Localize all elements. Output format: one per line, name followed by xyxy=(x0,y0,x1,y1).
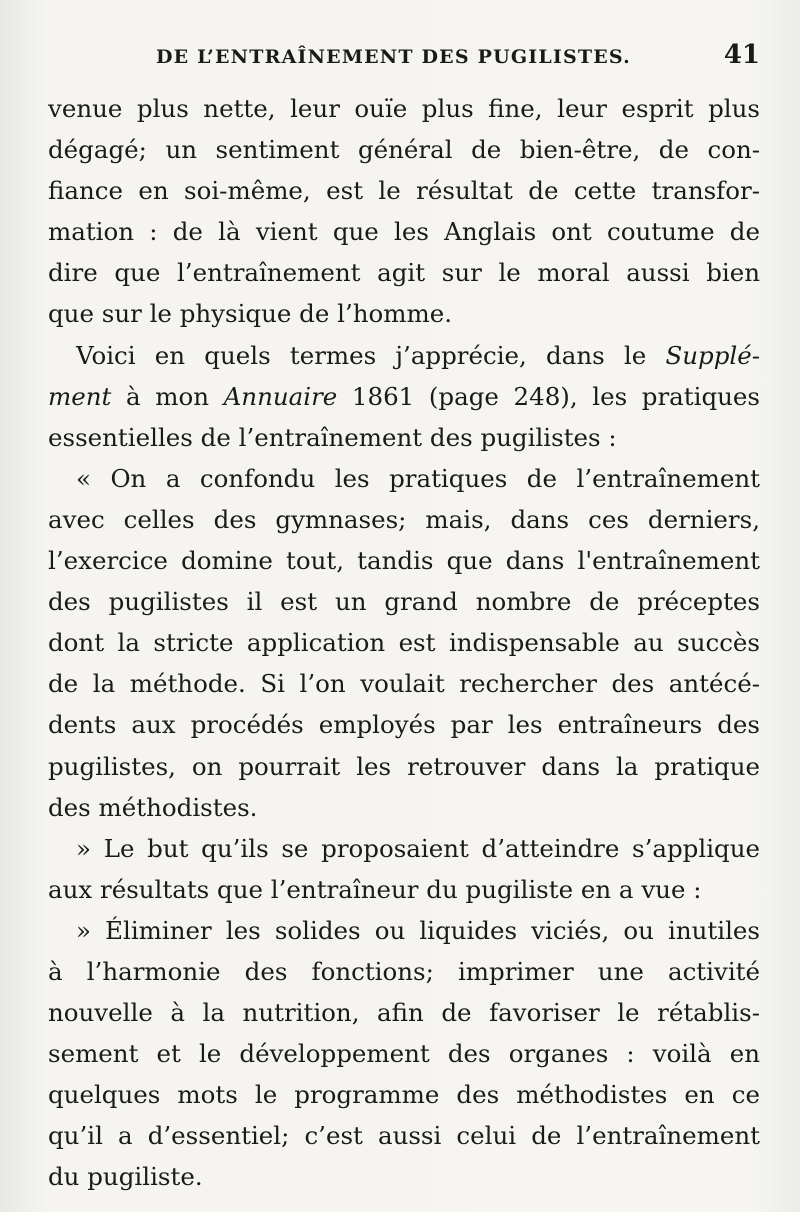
text-segment: Voici en quels termes j’apprécie, dans le xyxy=(76,340,666,370)
text-line: des pugilistes il est un grand nombre de préceptes xyxy=(48,587,760,617)
paragraph-5 xyxy=(48,910,760,1198)
text-line: » Le but qu’ils se proposaient d’atteindre s’applique xyxy=(76,833,760,863)
text-line: l’exercice domine tout, tandis que dans l'entraînement xyxy=(48,546,760,576)
text-line: avec celles des gymnases; mais, dans ces derniers, xyxy=(48,504,760,534)
text-line: sement et le développement des organes : voilà en xyxy=(48,1039,760,1069)
page-number: 41 xyxy=(723,40,760,70)
text-line: de la méthode. Si l’on voulait rechercher des antécé- xyxy=(48,669,760,699)
paragraph-1 xyxy=(48,88,760,335)
text-line: aux résultats que l’entraîneur du pugiliste en a vue : xyxy=(48,874,702,904)
text-segment: 1861 (page 248), les pratiques xyxy=(337,381,760,411)
text-line: des méthodistes. xyxy=(48,792,258,822)
body-text xyxy=(48,88,760,1198)
text-line xyxy=(48,335,760,376)
text-line: nouvelle à la nutrition, afin de favoriser le rétablis- xyxy=(48,998,760,1028)
text-line xyxy=(48,376,760,417)
text-line: pugilistes, on pourrait les retrouver dans la pratique xyxy=(48,751,760,781)
text-line: que sur le physique de l’homme. xyxy=(48,299,453,329)
text-line: » Éliminer les solides ou liquides viciés, ou inutiles xyxy=(76,915,760,945)
text-line: essentielles de l’entraînement des pugilistes : xyxy=(48,422,617,452)
italic-title: Annuaire xyxy=(223,381,338,411)
text-line: venue plus nette, leur ouïe plus fine, leur esprit plus xyxy=(48,94,760,123)
text-line: du pugiliste. xyxy=(48,1162,203,1192)
text-line: dont la stricte application est indispensable au succès xyxy=(48,628,760,658)
text-line: fiance en soi-même, est le résultat de cette transfor- xyxy=(48,176,760,206)
paragraph-3 xyxy=(48,458,760,828)
text-line: mation : de là vient que les Anglais ont coutume de xyxy=(48,217,760,247)
text-line: dégagé; un sentiment général de bien-être, de con- xyxy=(48,135,760,165)
text-line: dents aux procédés employés par les entraîneurs des xyxy=(48,710,760,740)
page-header xyxy=(48,40,760,76)
paragraph-4 xyxy=(48,828,760,910)
text-segment: à mon xyxy=(111,381,224,411)
text-line: « On a confondu les pratiques de l’entraînement xyxy=(76,463,760,493)
text-line: quelques mots le programme des méthodistes en ce xyxy=(48,1080,760,1110)
text-line: à l’harmonie des fonctions; imprimer une activité xyxy=(48,956,760,986)
paragraph-2 xyxy=(48,335,760,458)
running-title: DE L’ENTRAÎNEMENT DES PUGILISTES. xyxy=(156,46,631,68)
text-line: qu’il a d’essentiel; c’est aussi celui de l’entraînement xyxy=(48,1121,760,1151)
text-line: dire que l’entraînement agit sur le moral aussi bien xyxy=(48,258,760,288)
italic-title: ment xyxy=(48,381,112,411)
italic-title: Supplé- xyxy=(665,340,760,370)
